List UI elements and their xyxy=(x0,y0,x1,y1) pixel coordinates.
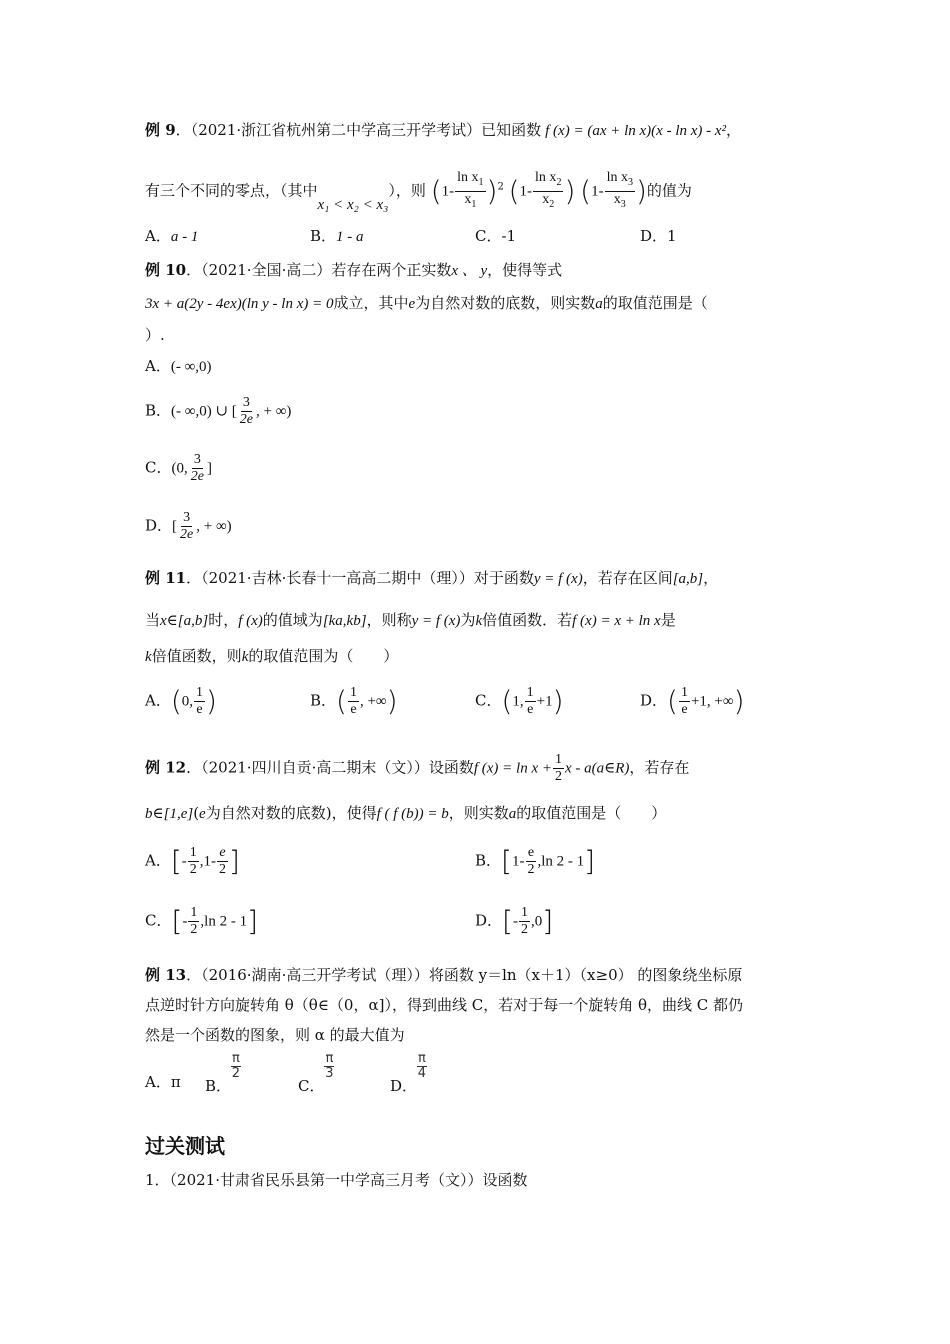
ex9-option-c: C．-1 xyxy=(475,227,517,245)
ex11-option-a: A．(0, $\frac{1}{e}$ ) xyxy=(145,684,217,718)
ex11-line1: 例 11．（2021·吉林·长春十一高高二期中（理））对于函数y = f (x)，若存在区间[a,b]， xyxy=(145,569,719,587)
ex11-option-d: D．( $\frac{1}{e}$ +1, +∞) xyxy=(640,684,745,718)
ex11-option-c: C．(1, $\frac{1}{e}$ +1) xyxy=(475,684,564,718)
ex9-text-a: 有三个不同的零点，（其中 xyxy=(145,181,318,200)
ex10-label: 例 10 xyxy=(145,261,187,279)
ex9-text-c: 的值为 xyxy=(646,181,692,200)
ex12-option-c: C．[- $\frac{1}{2}$ ,ln 2 - 1] xyxy=(145,904,259,938)
ex10-option-b: B．(- ∞,0) ∪ [ $\frac{3}{2e}$ , + ∞) xyxy=(145,395,292,427)
ex12-label: 例 12 xyxy=(145,758,187,777)
ex13-label: 例 13 xyxy=(145,966,187,984)
ex10-line2: 3x + a(2y - 4ex)(ln y - ln x) = 0成立，其中e为自然对数的底数，则实数a的取值范围是（ xyxy=(145,294,708,312)
ex10-line3: ）. xyxy=(145,326,165,344)
ex9-option-a: A．a - 1 xyxy=(145,227,199,245)
ex9-option-d: D．1 xyxy=(640,227,677,245)
ex9-label: 例 9 xyxy=(145,121,176,139)
ex10-vars: x 、 y xyxy=(451,263,488,279)
question-1: 1．（2021·甘肃省民乐县第一中学高三月考（文））设函数 xyxy=(145,1171,528,1189)
ex13-line1: 例 13．（2016·湖南·高三开学考试（理））将函数 y＝ln（x＋1）（x≥0） 的图象绕坐标原 xyxy=(145,966,743,984)
ex13-option-b: B． $\frac{\pi}{2}$ xyxy=(205,1051,241,1095)
ex12-line2: b∈[1,e](e为自然对数的底数)，使得f ( f (b)) = b，则实数a的取值范围是（ ） xyxy=(145,804,667,822)
ex11-option-b: B．( $\frac{1}{e}$ , +∞) xyxy=(310,684,398,718)
ex11-line2: 当x∈[a,b]时，f (x)的值域为[ka,kb]，则称y = f (x)为k倍值函数．若f (x) = x + ln x是 xyxy=(145,611,676,629)
ex9-line1: 例 9．（2021·浙江省杭州第二中学高三开学考试）已知函数 f (x) = (ax + ln x)(x - ln x) - x²， xyxy=(145,121,742,139)
ex12-option-d: D．[- $\frac{1}{2}$ ,0] xyxy=(475,904,554,938)
ex10-option-d: D．[ $\frac{3}{2e}$ , + ∞) xyxy=(145,510,232,542)
ex11-label: 例 11 xyxy=(145,569,187,587)
ex13-line3: 然是一个函数的图象，则 α 的最大值为 xyxy=(145,1026,405,1044)
ex13-line2: 点逆时针方向旋转角 θ（θ∈（0，α]），得到曲线 C，若对于每一个旋转角 θ，曲线 C 都仍 xyxy=(145,996,744,1014)
ex10-formula: 3x + a(2y - 4ex)(ln y - ln x) = 0 xyxy=(145,296,334,312)
ex12-line1: 例 12．（2021·四川自贡·高二期末（文））设函数f (x) = ln x + $\frac{1}{2}$ x - a(a∈R)，若存在 xyxy=(145,752,690,784)
ex9-formula: f (x) = (ax + ln x)(x - ln x) - x² xyxy=(545,123,727,139)
ex9-line2: 有三个不同的零点，（其中x₁ < x₂ < x₃），则 (1- $\frac{\ln x_1}{x_1}$ )$^2$ (1- $\frac{\ln x_2}{x_2}$ ) (1- $\frac{\ln x_3}{x_3}$ )的值为 xyxy=(145,170,692,214)
ex10-line1: 例 10．（2021·全国·高二）若存在两个正实数x 、 y，使得等式 xyxy=(145,261,563,279)
ex12-option-b: B．[1- $\frac{e}{2}$ ,ln 2 - 1] xyxy=(475,844,596,878)
ex9-text-b: ），则 xyxy=(388,181,426,200)
ex9-source: （2021·浙江省杭州第二中学高三开学考试）已知函数 xyxy=(190,121,542,139)
ex9-condition: x₁ < x₂ < x₃ xyxy=(317,197,389,214)
section-heading: 过关测试 xyxy=(145,1134,225,1158)
ex12-option-a: A．[- $\frac{1}{2}$ ,1- $\frac{e}{2}$ ] xyxy=(145,844,240,878)
ex9-option-b: B．1 - a xyxy=(310,227,364,245)
ex10-option-a: A．(- ∞,0) xyxy=(145,357,212,375)
ex11-line3: k倍值函数，则k的取值范围为（ ） xyxy=(145,647,399,665)
ex13-option-d: D． $\frac{\pi}{4}$ xyxy=(390,1051,427,1095)
ex10-option-c: C．(0, $\frac{3}{2e}$ ] xyxy=(145,452,212,484)
ex13-option-c: C． $\frac{\pi}{3}$ xyxy=(298,1051,334,1095)
ex13-option-a: A．π xyxy=(145,1073,181,1091)
